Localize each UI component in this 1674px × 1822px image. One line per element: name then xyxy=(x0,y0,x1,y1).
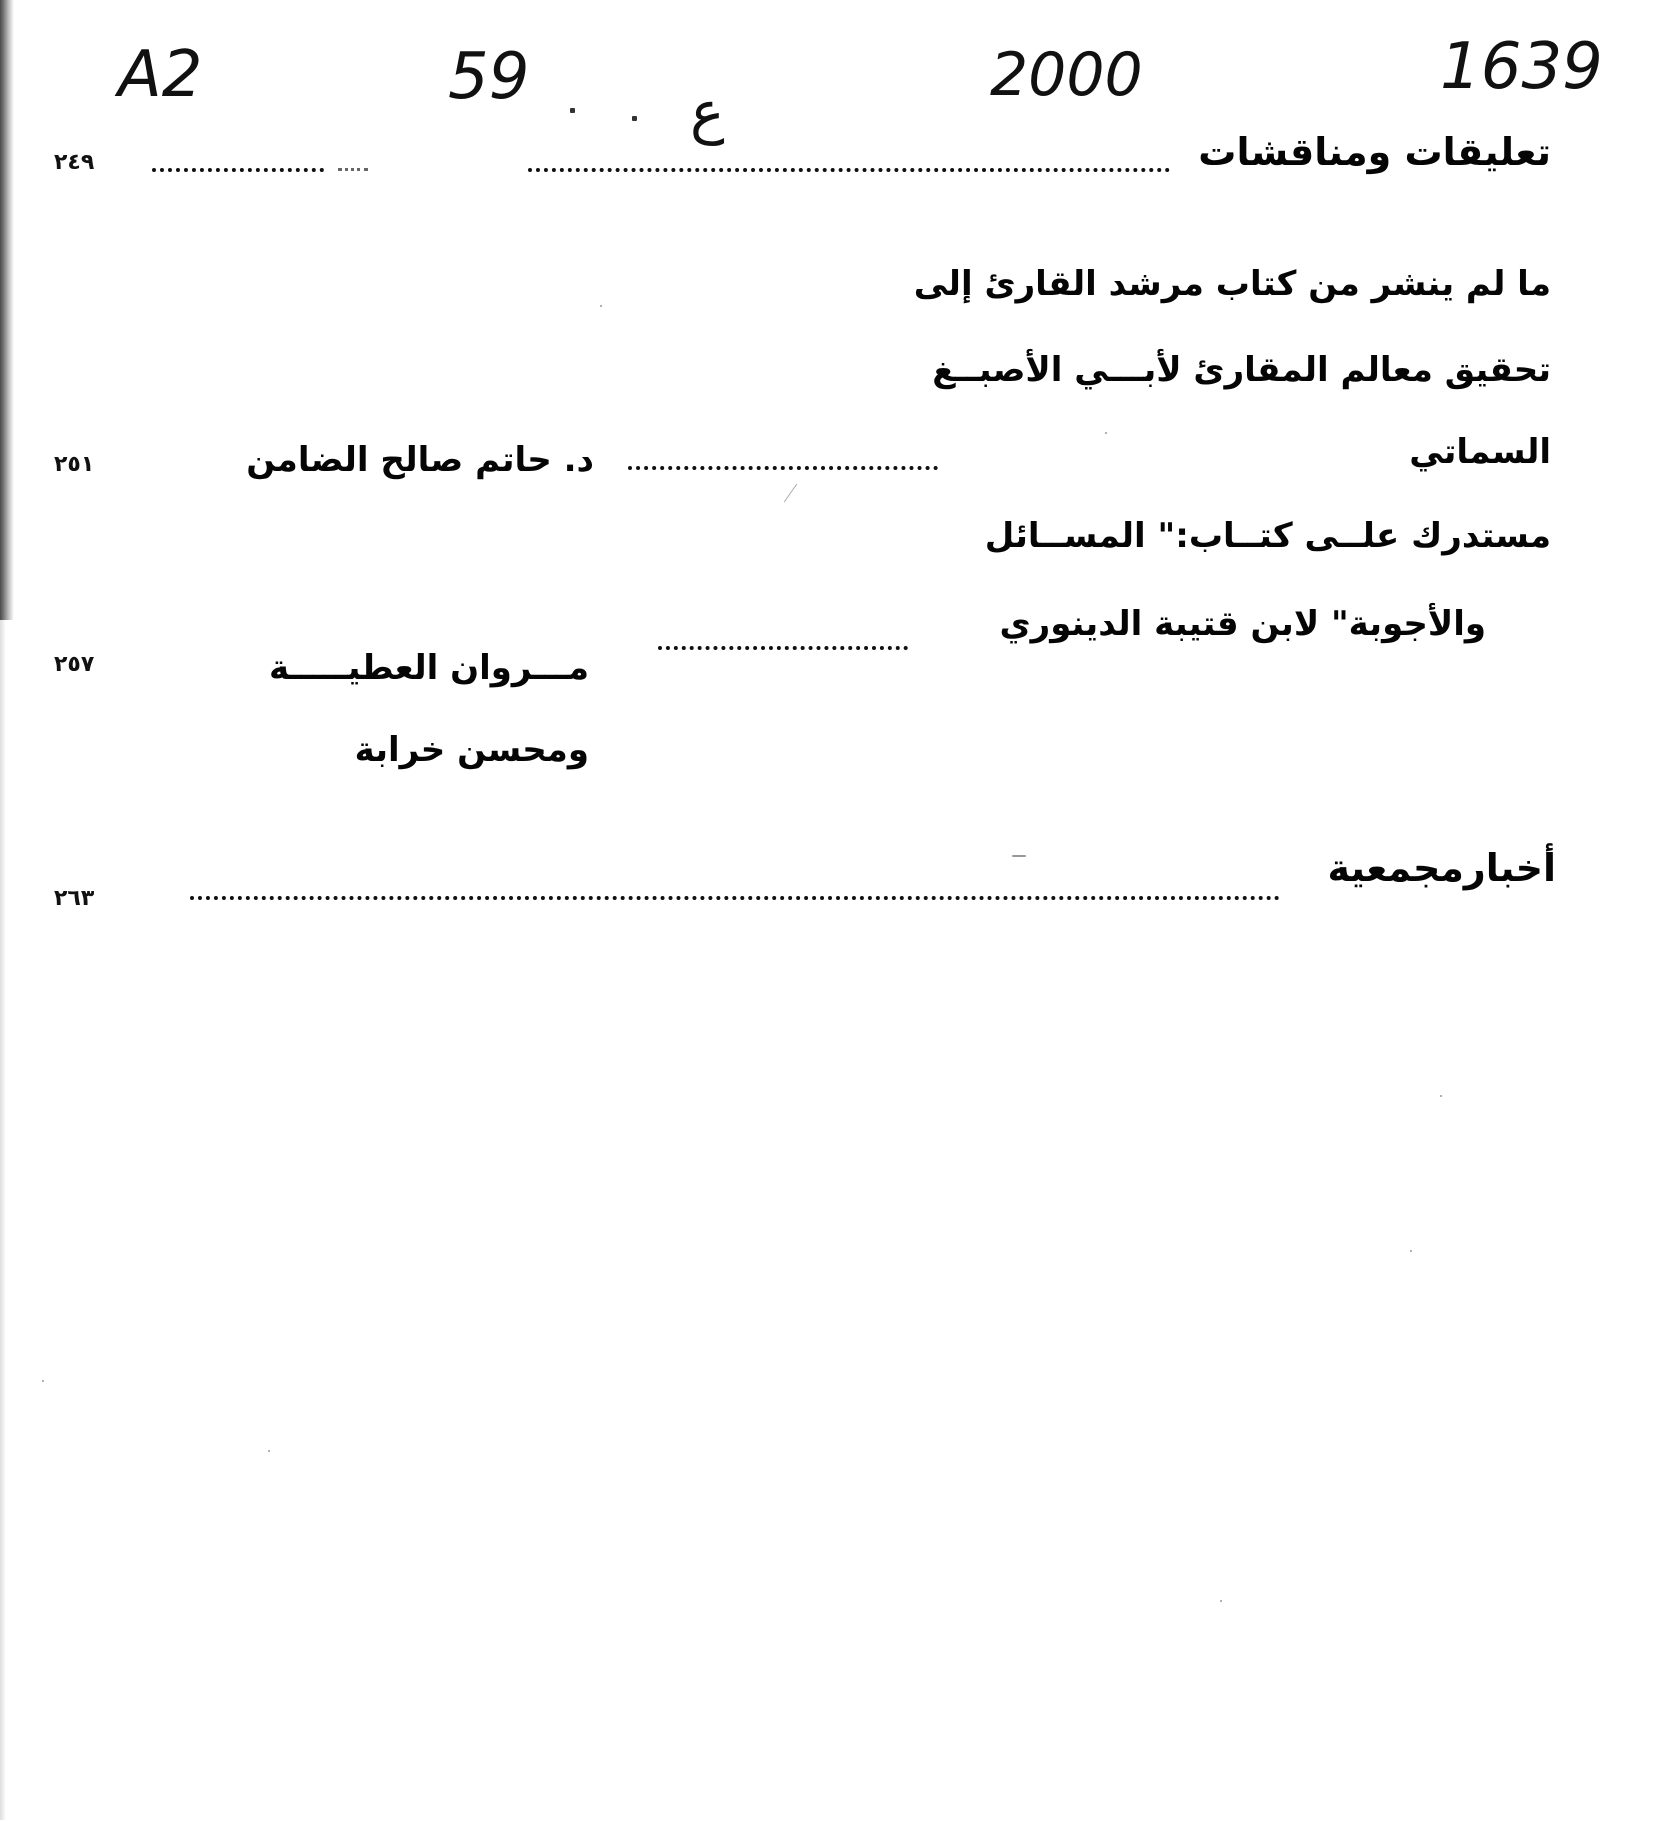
toc-entry-title: تعليقات ومناقشات xyxy=(1198,130,1551,174)
scan-speck xyxy=(1012,855,1026,857)
leader-dots xyxy=(152,168,324,172)
page-number: ٢٥٧ xyxy=(54,652,95,677)
toc-entry-title-line: مستدرك علــى كتــاب:" المســائل xyxy=(984,516,1551,556)
toc-entry-author: د. حاتم صالح الضامن xyxy=(246,440,594,480)
toc-entry-author: ومحسن خرابة xyxy=(354,730,589,770)
toc-entry-title-line: تحقيق معالم المقارئ لأبـــي الأصبــغ xyxy=(932,350,1551,390)
scan-speck xyxy=(1105,432,1107,434)
scan-speck xyxy=(1440,1095,1442,1097)
leader-dots xyxy=(658,646,908,650)
handwritten-59: 59 xyxy=(448,40,530,114)
scan-speck xyxy=(42,1380,44,1382)
toc-entry-title-line: والأجوبة" لابن قتيبة الدينوري xyxy=(999,604,1486,644)
page-number: ٢٦٣ xyxy=(54,886,95,911)
scan-speck xyxy=(1410,1250,1412,1252)
handwritten-year: 2000 xyxy=(990,40,1143,110)
pen-dot xyxy=(570,108,575,113)
scan-stroke xyxy=(784,484,797,503)
toc-entry-title: أخبارمجمعية xyxy=(1327,846,1556,890)
scan-speck xyxy=(1220,1600,1222,1602)
scan-speck xyxy=(268,1450,270,1452)
leader-dots-faint xyxy=(338,168,368,171)
pen-dot xyxy=(632,116,637,121)
page-number: ٢٤٩ xyxy=(54,150,95,175)
leader-dots xyxy=(528,168,1170,172)
leader-dots xyxy=(628,466,938,470)
handwritten-a2: A2 xyxy=(118,38,203,112)
page-number: ٢٥١ xyxy=(54,452,95,477)
toc-entry-title-line: ما لم ينشر من كتاب مرشد القارئ إلى xyxy=(913,264,1551,304)
toc-entry-title-line: السماتي xyxy=(1409,432,1551,472)
handwritten-ayn: ع xyxy=(690,78,725,146)
scan-shadow-edge-lower xyxy=(0,620,6,1820)
leader-dots xyxy=(190,896,1280,900)
scan-shadow-edge xyxy=(0,0,14,620)
toc-entry-author: مـــروان العطيـــــة xyxy=(268,648,589,688)
scan-speck xyxy=(600,305,602,307)
handwritten-code: 1639 xyxy=(1440,30,1603,104)
